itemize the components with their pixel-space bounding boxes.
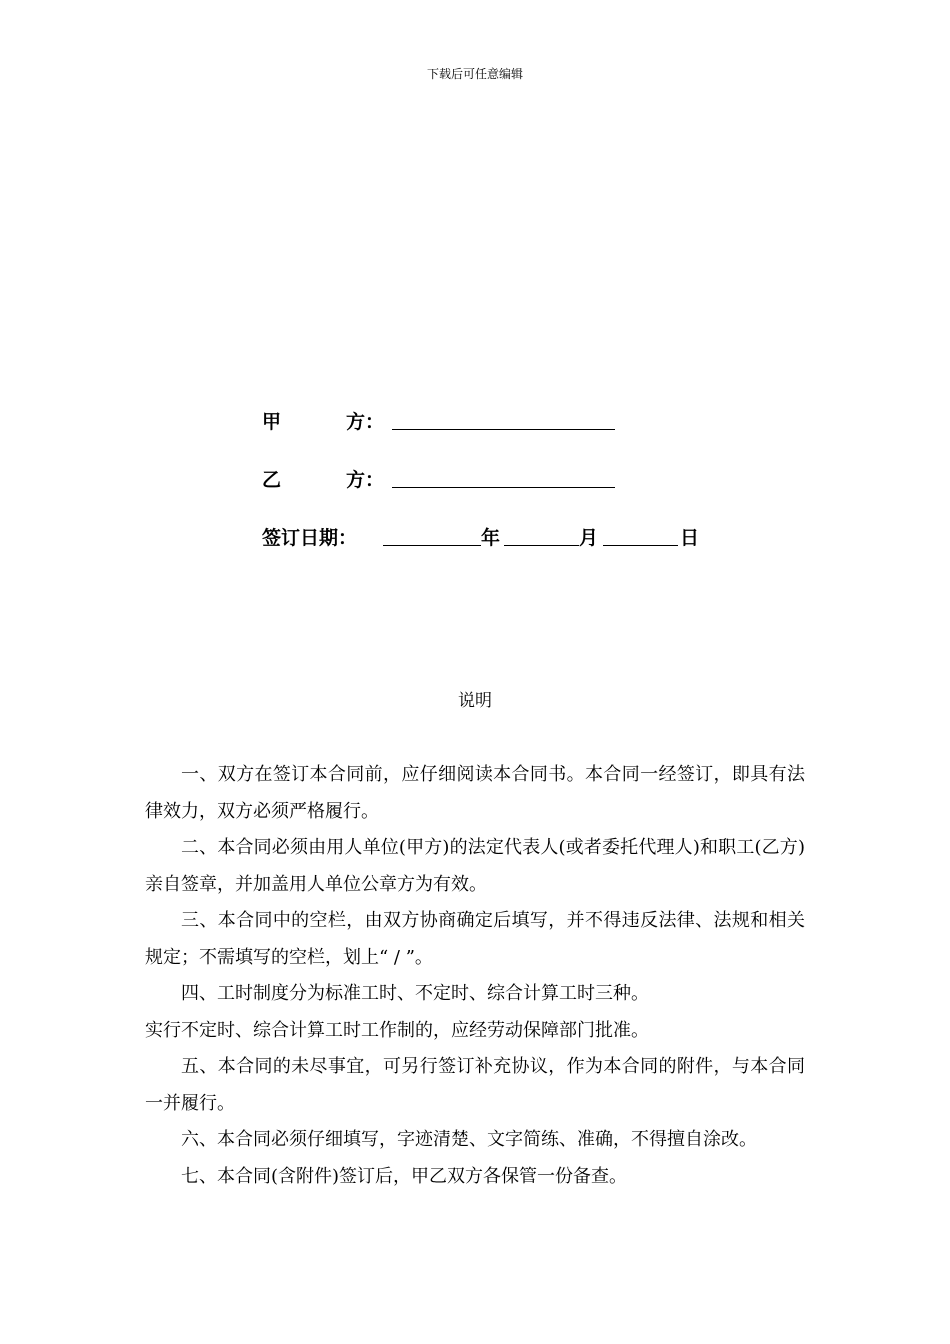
instruction-item: 实行不定时、综合计算工时工作制的，应经劳动保障部门批准。 [145,1019,649,1041]
party-b-label-end: 方： [346,469,385,491]
instruction-item: 四、工时制度分为标准工时、不定时、综合计算工时三种。 [181,983,649,1004]
instruction-item: 一、双方在签订本合同前，应仔细阅读本合同书。本合同一经签订，即具有法律效力，双方必须严格履行。 [145,764,805,822]
party-a-label-start: 甲 [262,411,282,433]
party-b-label-start: 乙 [262,469,282,491]
instructions-list [145,757,805,1195]
month-blank[interactable] [504,525,579,546]
instruction-item: 七、本合同(含附件)签订后，甲乙双方各保管一份备查。 [181,1165,628,1187]
instruction-item: 六、本合同必须仔细填写，字迹清楚、文字简练、准确，不得擅自涂改。 [181,1129,757,1150]
header-note: 下载后可任意编辑 [426,67,523,81]
party-b-blank[interactable] [392,467,615,488]
instruction-item: 五、本合同的未尽事宜，可另行签订补充协议，作为本合同的附件，与本合同一并履行。 [145,1056,805,1114]
instruction-item: 二、本合同必须由用人单位(甲方)的法定代表人(或者委托代理人)和职工(乙方)亲自签章，并加盖用人单位公章方为有效。 [145,837,805,895]
year-label: 年 [481,527,501,549]
instruction-item: 三、本合同中的空栏，由双方协商确定后填写，并不得违反法律、法规和相关规定；不需填写的空栏，划上“ / ”。 [145,910,805,968]
party-a-blank[interactable] [392,409,615,430]
year-blank[interactable] [383,525,481,546]
party-a-label-end: 方： [346,411,385,433]
month-label: 月 [579,527,599,549]
instructions-title: 说明 [458,691,492,711]
day-blank[interactable] [603,525,678,546]
day-label: 日 [680,527,700,549]
sign-date-label: 签订日期： [262,527,358,549]
